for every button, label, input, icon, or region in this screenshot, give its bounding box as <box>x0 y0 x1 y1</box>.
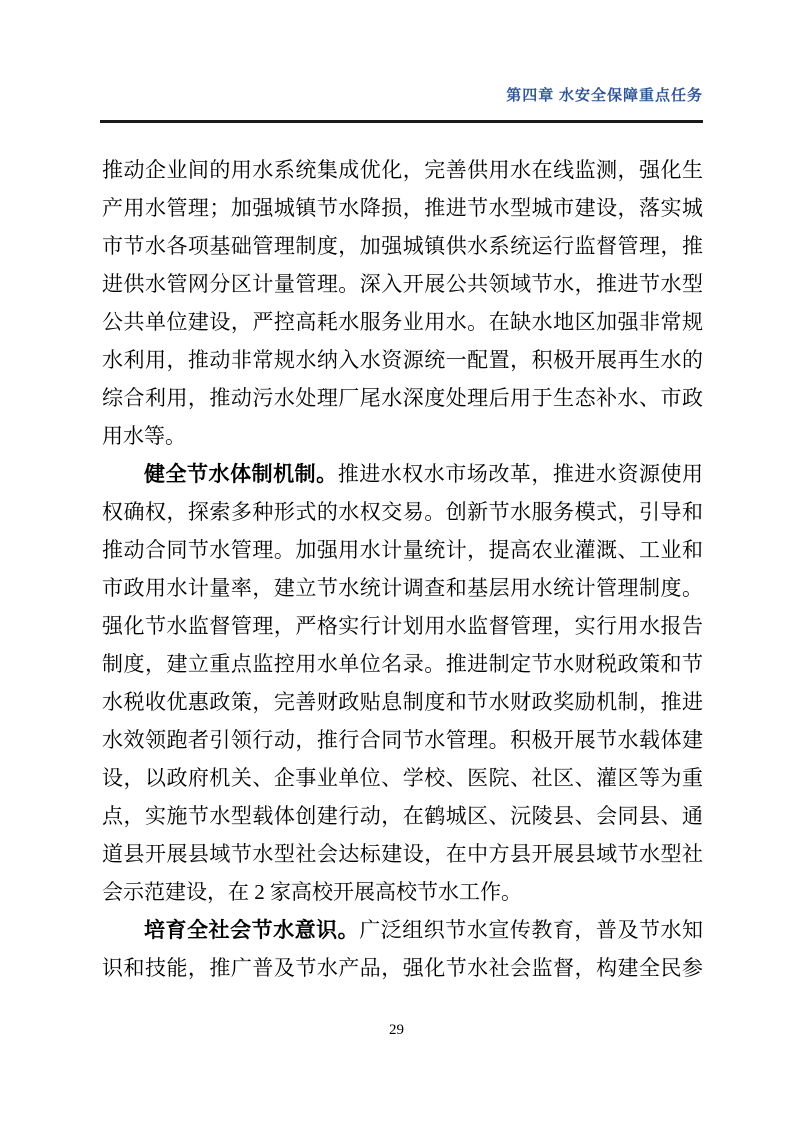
paragraph <box>102 455 703 911</box>
paragraph-text: 推动企业间的用水系统集成优化，完善供用水在线监测，强化生产用水管理；加强城镇节水降损，推进节水型城市建设，落实城市节水各项基础管理制度，加强城镇供水系统运行监督管理，推进供水管网分区计量管理。深入开展公共领域节水，推进节水型公共单位建设，严控高耗水服务业用水。在缺水地区加强非常规水利用，推动非常规水纳入水资源统一配置，积极开展再生水的综合利用，推动污水处理厂尾水深度处理后用于生态补水、市政用水等。 <box>102 158 703 448</box>
paragraph-text: 广泛组织节水宣传教育，普及节水知识和技能，推广普及节水产品，强化节水社会监督，构建全民参 <box>102 918 704 980</box>
paragraph-text: 推进水权水市场改革，推进水资源使用权确权，探索多种形式的水权交易。创新节水服务模式，引导和推动合同节水管理。加强用水计量统计，提高农业灌溉、工业和市政用水计量率，建立节水统计调查和基层用水统计管理制度。强化节水监督管理，严格实行计划用水监督管理，实行用水报告制度，建立重点监控用水单位名录。推进制定节水财税政策和节水税收优惠政策，完善财政贴息制度和节水财政奖励机制，推进水效领跑者引领行动，推行合同节水管理。积极开展节水载体建设，以政府机关、企事业单位、学校、医院、社区、灌区等为重点，实施节水型载体创建行动，在鹤城区、沅陵县、会同县、通道县开展县域节水型社会达标建设，在中方县开展县域节水型社会示范建设，在 2 家高校开展高校节水工作。 <box>102 462 704 904</box>
page-number: 29 <box>389 1022 404 1038</box>
paragraph <box>102 151 703 455</box>
body-text <box>102 151 703 987</box>
paragraph-lead: 培育全社会节水意识。 <box>144 918 360 942</box>
chapter-header: 第四章 水安全保障重点任务 <box>506 88 703 104</box>
paragraph-lead: 健全节水体制机制。 <box>144 462 338 486</box>
header-rule-divider <box>100 120 703 123</box>
paragraph <box>102 911 703 987</box>
